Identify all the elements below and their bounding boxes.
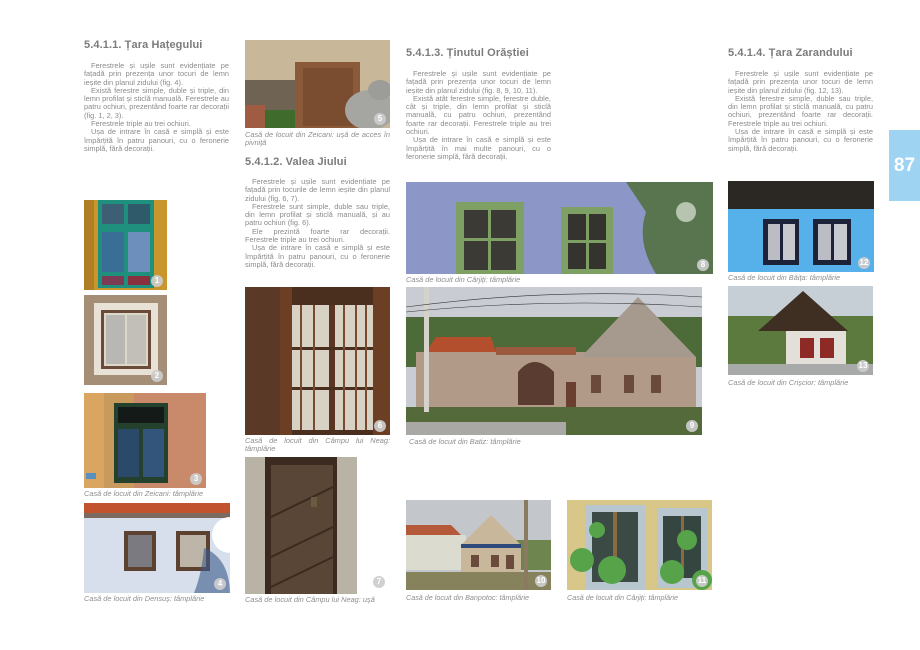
figure-8-blue-wall-windows (406, 182, 713, 274)
figure-7-wooden-door (245, 457, 357, 594)
figure-3-caption: Casă de locuit din Zeicani: tâmplărie (84, 489, 204, 498)
page-number-tab (889, 130, 920, 201)
section-text-tara-hategului (84, 62, 229, 153)
paragraph: Ușa de intrare în casă e simplă și este împărțită în patru panouri, cu o feronerie simplă, fără decorații. (728, 127, 873, 153)
figure-12-blue-wall (728, 181, 874, 272)
figure-11-caption: Casă de locuit din Cârjiți: tâmplărie (567, 593, 679, 602)
section-text-valea-jiului (245, 178, 390, 269)
paragraph: Ușa de intrare în casă e simplă și este împărțită în patru panouri, cu o feronerie simplă, fără decorații. (84, 127, 229, 153)
figure-9-caption: Casă de locuit din Batiz: tâmplărie (409, 437, 521, 446)
paragraph: Există atât ferestre simple, ferestre duble, cât și triple, din lemn profilat și sticlă manuală, cu patru ochiuri, prezentând foarte rar decorații. Ferestrele triple au trei ochiuri. (406, 93, 551, 137)
paragraph: Ferestrele și ușile sunt evidențiate pe fațadă prin prezența unor tocuri de lemn ieșite din planul zidului (fig. 12, 13). (728, 69, 873, 95)
section-title-tinutul-orastiei: 5.4.1.3. Ținutul Orăștiei (406, 47, 529, 59)
figure-number-badge: 6 (374, 420, 386, 432)
figure-7-caption: Casă de locuit din Câmpu lui Neag: ușă (245, 595, 375, 604)
figure-number-badge: 8 (697, 259, 709, 271)
section-text-tinutul-orastiei (406, 70, 551, 161)
paragraph: Ușa de intrare în casă e simplă și este împărțită în patru panouri, cu o feronerie simplă, fără decorații. (245, 243, 390, 269)
paragraph: Ferestrele și ușile sunt evidențiate pe fațadă prin prezența unor tocuri de lemn ieșite din planul zidului (fig. 8, 9, 10, 11). (406, 69, 551, 95)
figure-13-white-house (728, 286, 873, 375)
figure-number-badge: 1 (151, 275, 163, 287)
section-title-valea-jiului: 5.4.1.2. Valea Jiului (245, 156, 347, 168)
figure-10-village-house (406, 500, 551, 590)
section-text-tara-zarandului (728, 70, 873, 153)
paragraph: Există ferestre simple, duble și triple, din lemn profilat și sticlă manuală. Ferestrele au patru ochiuri, prezentând foarte rar decorații (fig. 1, 2, 3). (84, 85, 229, 120)
figure-3-dark-green-window (84, 393, 206, 488)
figure-6-caption: Casă de locuit din Câmpu lui Neag: tâmplărie (245, 436, 390, 454)
figure-number-badge: 10 (536, 576, 546, 585)
figure-11-windows-vines (567, 500, 712, 590)
figure-number-badge: 7 (373, 576, 385, 588)
figure-5-cellar-door (245, 40, 390, 128)
paragraph: Ferestrele și ușile sunt evidențiate pe fațadă prin prezența unor tocuri de lemn ieșite din planul zidului (fig. 4). (84, 61, 229, 87)
figure-number-badge: 12 (859, 258, 869, 267)
figure-8-caption: Casă de locuit din Cârjiți: tâmplărie (406, 275, 521, 284)
figure-5-caption: Casă de locuit din Zeicani: ușă de acces în pivniță (245, 130, 390, 148)
figure-number-badge: 9 (686, 420, 698, 432)
paragraph: Ele prezintă foarte rar decorații. Ferestrele triple au trei ochiuri. (245, 226, 390, 245)
paragraph: Ferestrele și ușile sunt evidențiate pe fațadă prin tocurile de lemn ieșite din planul zidului (fig. 6, 7). (245, 177, 390, 203)
paragraph: Ușa de intrare în casă e simplă și este împărțită în mai multe panouri, cu o feronerie simplă, fără decorații. (406, 135, 551, 161)
figure-number-badge: 5 (374, 113, 386, 125)
figure-13-caption: Casă de locuit din Crișcior: tâmplărie (728, 378, 849, 387)
figure-4-caption: Casă de locuit din Densuș: tâmplărie (84, 594, 205, 603)
figure-12-caption: Casă de locuit din Băița: tâmplărie (728, 273, 841, 282)
figure-number-badge: 4 (214, 578, 226, 590)
paragraph: Există ferestre simple, duble sau triple, din lemn profilat și sticlă manuală, cu patru ochiuri, prezentând foarte rar decorații. Ferestrele triple au trei ochiuri. (728, 93, 873, 128)
figure-number-badge: 2 (151, 370, 163, 382)
figure-number-badge: 3 (190, 473, 202, 485)
figure-4-white-wall (84, 503, 230, 593)
section-title-tara-hategului: 5.4.1.1. Țara Hațegului (84, 39, 203, 51)
figure-1-green-window (84, 200, 167, 290)
page-number: 87 (893, 154, 916, 176)
paragraph: Ferestrele triple au trei ochiuri. (91, 119, 191, 129)
figure-2-white-window (84, 295, 167, 385)
section-title-tara-zarandului: 5.4.1.4. Țara Zarandului (728, 47, 853, 59)
figure-number-badge: 11 (697, 576, 707, 585)
figure-6-wooden-window (245, 287, 390, 435)
figure-number-badge: 13 (858, 361, 868, 370)
paragraph: Ferestrele sunt simple, duble sau triple, din lemn profilat și sticlă manuală, și au patru ochiuri (fig. 6). (245, 201, 390, 228)
figure-10-caption: Casă de locuit din Banpotoc: tâmplărie (406, 593, 530, 602)
figure-9-house-gate (406, 287, 702, 435)
